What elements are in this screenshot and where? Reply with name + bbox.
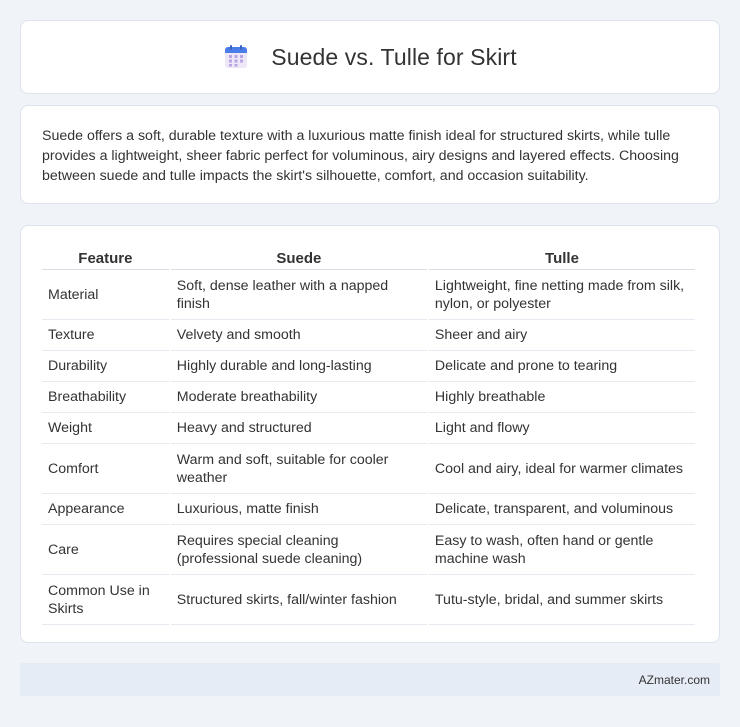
comparison-table bbox=[40, 246, 697, 625]
intro-card bbox=[20, 105, 720, 204]
cell-tulle: Highly breathable bbox=[429, 382, 695, 413]
header-tulle: Tulle bbox=[429, 246, 695, 270]
cell-suede: Velvety and smooth bbox=[171, 320, 427, 351]
cell-feature: Care bbox=[42, 525, 169, 575]
cell-tulle: Sheer and airy bbox=[429, 320, 695, 351]
cell-feature: Appearance bbox=[42, 494, 169, 525]
intro-paragraph: Suede offers a soft, durable texture with a luxurious matte finish ideal for structured skirts, while tulle provides a lightweight, sheer fabric perfect for voluminous, airy designs and layered effects. Choosing between suede and tulle impacts the skirt's silhouette, comfort, and occasion suitability. bbox=[42, 128, 679, 184]
table-row bbox=[42, 575, 695, 625]
table-row bbox=[42, 351, 695, 382]
table-row bbox=[42, 525, 695, 575]
cell-feature: Durability bbox=[42, 351, 169, 382]
header-suede: Suede bbox=[171, 246, 427, 270]
cell-suede: Heavy and structured bbox=[171, 413, 427, 444]
table-row bbox=[42, 444, 695, 494]
cell-suede: Luxurious, matte finish bbox=[171, 494, 427, 525]
cell-feature: Material bbox=[42, 270, 169, 320]
cell-suede: Warm and soft, suitable for cooler weather bbox=[171, 444, 427, 494]
cell-suede: Moderate breathability bbox=[171, 382, 427, 413]
header-feature: Feature bbox=[42, 246, 169, 270]
cell-tulle: Delicate and prone to tearing bbox=[429, 351, 695, 382]
table-header-row bbox=[42, 246, 695, 270]
table-row bbox=[42, 494, 695, 525]
cell-feature: Texture bbox=[42, 320, 169, 351]
title-card bbox=[20, 20, 720, 94]
cell-suede: Structured skirts, fall/winter fashion bbox=[171, 575, 427, 625]
cell-tulle: Light and flowy bbox=[429, 413, 695, 444]
page-title: Suede vs. Tulle for Skirt bbox=[271, 43, 517, 70]
cell-feature: Weight bbox=[42, 413, 169, 444]
cell-feature: Comfort bbox=[42, 444, 169, 494]
cell-tulle: Lightweight, fine netting made from silk, nylon, or polyester bbox=[429, 270, 695, 320]
table-row bbox=[42, 382, 695, 413]
cell-suede: Soft, dense leather with a napped finish bbox=[171, 270, 427, 320]
cell-tulle: Delicate, transparent, and voluminous bbox=[429, 494, 695, 525]
footer-bar bbox=[20, 663, 720, 696]
cell-feature: Breathability bbox=[42, 382, 169, 413]
comparison-table-card bbox=[20, 225, 720, 643]
table-row bbox=[42, 413, 695, 444]
cell-suede: Requires special cleaning (professional suede cleaning) bbox=[171, 525, 427, 575]
table-row bbox=[42, 270, 695, 320]
calendar-icon bbox=[223, 44, 249, 70]
cell-suede: Highly durable and long-lasting bbox=[171, 351, 427, 382]
footer-site-name: AZmater.com bbox=[638, 672, 710, 687]
table-row bbox=[42, 320, 695, 351]
cell-tulle: Tutu-style, bridal, and summer skirts bbox=[429, 575, 695, 625]
cell-tulle: Cool and airy, ideal for warmer climates bbox=[429, 444, 695, 494]
cell-feature: Common Use in Skirts bbox=[42, 575, 169, 625]
cell-tulle: Easy to wash, often hand or gentle machine wash bbox=[429, 525, 695, 575]
